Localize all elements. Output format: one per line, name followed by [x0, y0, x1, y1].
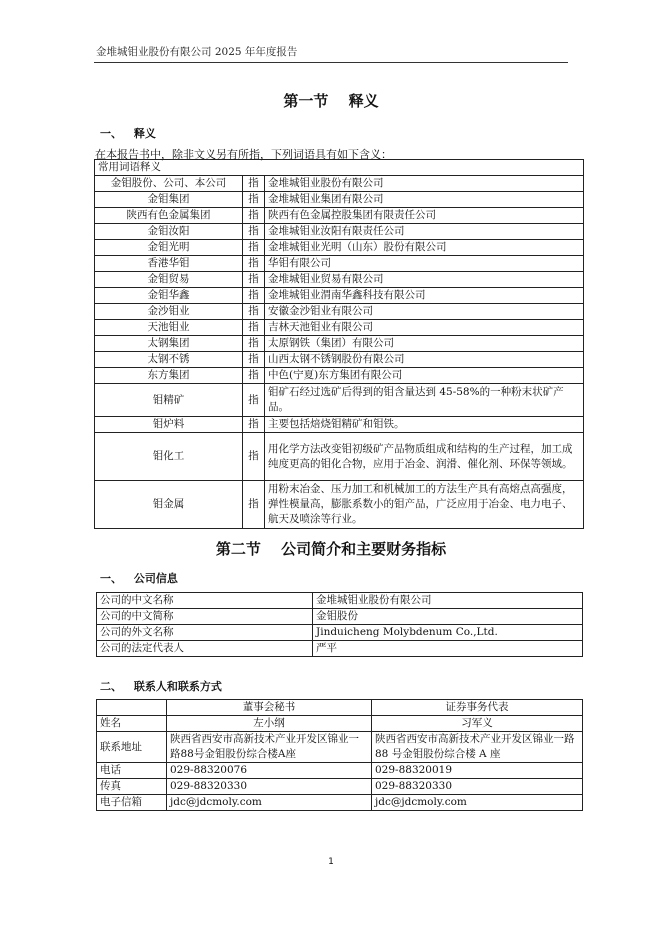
definition-term: 太钢集团: [95, 336, 243, 352]
running-header: 金堆城钼业股份有限公司 2025 年年度报告: [96, 46, 298, 58]
contact-row: [97, 763, 583, 779]
info-label: 公司的中文名称: [97, 593, 313, 609]
definition-row: [95, 240, 584, 256]
definition-zhi: 指: [243, 176, 265, 192]
definition-zhi: 指: [243, 368, 265, 384]
contact-label: 传真: [97, 779, 167, 795]
subsection-title: 释义: [133, 127, 156, 140]
definition-zhi: 指: [243, 384, 265, 417]
info-value: 金钼股份: [313, 609, 583, 625]
subsection-number: 二、: [100, 680, 122, 693]
secretary-value: 029-88320076: [167, 763, 372, 779]
secretary-value: 陕西省西安市高新技术产业开发区锦业一路88号金钼股份综合楼A座: [167, 732, 372, 763]
definition-text: 钼矿石经过选矿后得到的钼含量达到 45-58%的一种粉末状矿产品。: [265, 384, 584, 417]
definition-text: 用粉末冶金、压力加工和机械加工的方法生产具有高熔点高强度，弹性模量高，膨胀系数小的钼产品，广泛应用于冶金、电力电子、航天及喷涂等行业。: [265, 481, 584, 529]
secretary-value: 029-88320330: [167, 779, 372, 795]
definition-term: 东方集团: [95, 368, 243, 384]
info-value: 严平: [313, 641, 583, 657]
definition-zhi: 指: [243, 208, 265, 224]
definitions-table: [94, 159, 584, 529]
secretary-value: 左小纲: [167, 716, 372, 732]
definition-row: [95, 433, 584, 481]
contact-row: [97, 732, 583, 763]
definition-term: 香港华钼: [95, 256, 243, 272]
rep-value: 陕西省西安市高新技术产业开发区锦业一路 88 号金钼股份综合楼 A 座: [372, 732, 583, 763]
definition-text: 吉林天池钼业有限公司: [265, 320, 584, 336]
definition-row: [95, 272, 584, 288]
header-divider: [94, 62, 568, 63]
section-1-title: 第一节 释义: [283, 92, 379, 110]
definitions-header-row: [95, 160, 584, 176]
subsection-contacts-heading: [100, 678, 222, 694]
company-info-row: [97, 625, 583, 641]
definition-term: 金钼华鑫: [95, 288, 243, 304]
contacts-header-row: [97, 700, 583, 716]
info-label: 公司的中文简称: [97, 609, 313, 625]
contact-row: [97, 795, 583, 811]
info-value: Jinduicheng Molybdenum Co.,Ltd.: [313, 625, 583, 641]
definition-text: 安徽金沙钼业有限公司: [265, 304, 584, 320]
definition-text: 金堆城钼业渭南华鑫科技有限公司: [265, 288, 584, 304]
definition-term: 天池钼业: [95, 320, 243, 336]
secretary-header: 董事会秘书: [167, 700, 372, 716]
definition-row: [95, 417, 584, 433]
definition-text: 金堆城钼业汝阳有限责任公司: [265, 224, 584, 240]
definition-term: 金钼贸易: [95, 272, 243, 288]
definition-term: 金钼汝阳: [95, 224, 243, 240]
subsection-title: 联系人和联系方式: [133, 680, 222, 693]
definition-row: [95, 352, 584, 368]
definition-zhi: 指: [243, 417, 265, 433]
secretary-value: jdc@jdcmoly.com: [167, 795, 372, 811]
contact-row: [97, 779, 583, 795]
definition-row: [95, 481, 584, 529]
contact-label: 姓名: [97, 716, 167, 732]
rep-value: 029-88320330: [372, 779, 583, 795]
definition-zhi: 指: [243, 481, 265, 529]
info-label: 公司的法定代表人: [97, 641, 313, 657]
contact-label: 电话: [97, 763, 167, 779]
definition-row: [95, 176, 584, 192]
definition-zhi: 指: [243, 192, 265, 208]
definition-zhi: 指: [243, 352, 265, 368]
rep-header: 证券事务代表: [372, 700, 583, 716]
company-info-row: [97, 641, 583, 657]
definition-zhi: 指: [243, 224, 265, 240]
definition-row: [95, 256, 584, 272]
company-info-row: [97, 593, 583, 609]
rep-value: 习军义: [372, 716, 583, 732]
definition-row: [95, 288, 584, 304]
definition-term: 钼金属: [95, 481, 243, 529]
subsection-company-info-heading: [100, 570, 178, 586]
definition-row: [95, 192, 584, 208]
rep-value: 029-88320019: [372, 763, 583, 779]
definition-row: [95, 368, 584, 384]
definitions-header: 常用词语释义: [95, 160, 584, 176]
definition-term: 太钢不锈: [95, 352, 243, 368]
definition-zhi: 指: [243, 336, 265, 352]
definition-zhi: 指: [243, 272, 265, 288]
rep-value: jdc@jdcmoly.com: [372, 795, 583, 811]
contact-row: [97, 716, 583, 732]
definition-zhi: 指: [243, 433, 265, 481]
definition-row: [95, 320, 584, 336]
definition-text: 金堆城钼业集团有限公司: [265, 192, 584, 208]
section-2-title: 第二节 公司简介和主要财务指标: [215, 540, 447, 558]
subsection-number: 一、: [100, 127, 122, 140]
company-info-table: [96, 592, 583, 657]
definition-text: 陕西有色金属控股集团有限责任公司: [265, 208, 584, 224]
definition-row: [95, 384, 584, 417]
definition-text: 华钼有限公司: [265, 256, 584, 272]
definition-term: 金钼集团: [95, 192, 243, 208]
definition-text: 金堆城钼业光明（山东）股份有限公司: [265, 240, 584, 256]
contacts-header-blank: [97, 700, 167, 716]
definition-text: 太原钢铁（集团）有限公司: [265, 336, 584, 352]
subsection-number: 一、: [100, 572, 122, 585]
info-label: 公司的外文名称: [97, 625, 313, 641]
definition-text: 主要包括焙烧钼精矿和钼铁。: [265, 417, 584, 433]
definition-zhi: 指: [243, 256, 265, 272]
definition-text: 金堆城钼业贸易有限公司: [265, 272, 584, 288]
definition-row: [95, 224, 584, 240]
definition-term: 金钼股份、公司、本公司: [95, 176, 243, 192]
definition-zhi: 指: [243, 288, 265, 304]
definition-text: 中色(宁夏)东方集团有限公司: [265, 368, 584, 384]
subsection-definitions-heading: [100, 125, 156, 141]
contact-label: 联系地址: [97, 732, 167, 763]
definition-term: 陕西有色金属集团: [95, 208, 243, 224]
definition-term: 钼精矿: [95, 384, 243, 417]
company-info-row: [97, 609, 583, 625]
definition-text: 山西太钢不锈钢股份有限公司: [265, 352, 584, 368]
definitions-intro: 在本报告书中，除非文义另有所指，下列词语具有如下含义：: [95, 148, 392, 161]
definition-zhi: 指: [243, 240, 265, 256]
subsection-title: 公司信息: [133, 572, 178, 585]
page-number: 1: [328, 857, 334, 867]
contacts-table: [96, 699, 583, 811]
definition-term: 钼化工: [95, 433, 243, 481]
definition-text: 用化学方法改变钼初级矿产品物质组成和结构的生产过程，加工成纯度更高的钼化合物，应用于冶金、润滑、催化剂、环保等领域。: [265, 433, 584, 481]
definition-term: 金沙钼业: [95, 304, 243, 320]
definition-zhi: 指: [243, 304, 265, 320]
definition-zhi: 指: [243, 320, 265, 336]
definition-term: 金钼光明: [95, 240, 243, 256]
definition-text: 金堆城钼业股份有限公司: [265, 176, 584, 192]
definition-term: 钼炉料: [95, 417, 243, 433]
contact-label: 电子信箱: [97, 795, 167, 811]
info-value: 金堆城钼业股份有限公司: [313, 593, 583, 609]
definition-row: [95, 208, 584, 224]
definition-row: [95, 304, 584, 320]
definition-row: [95, 336, 584, 352]
